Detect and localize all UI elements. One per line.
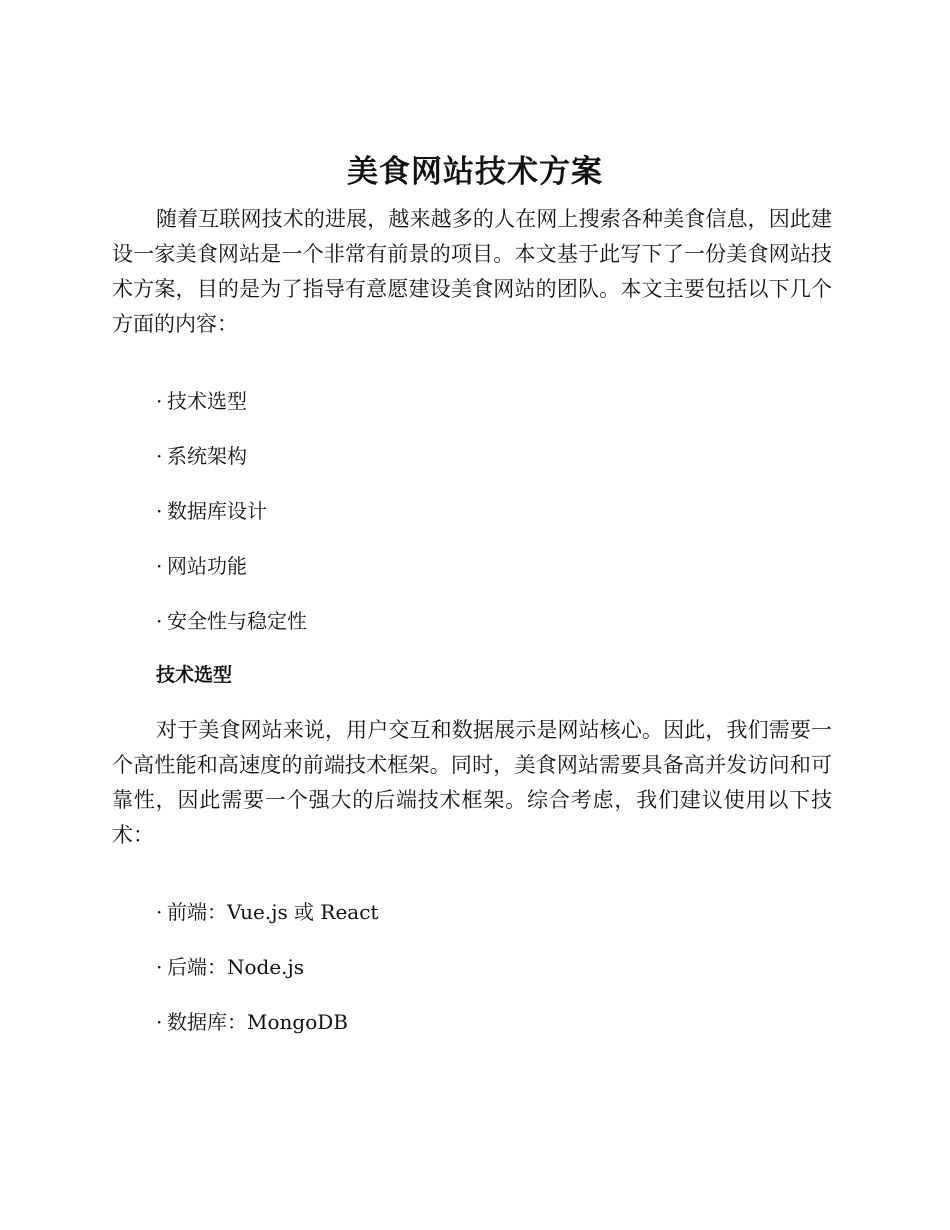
topic-label: 技术选型 [167, 389, 247, 413]
bullet-icon: · [156, 444, 163, 468]
topic-label: 数据库设计 [167, 499, 267, 523]
list-item [156, 494, 307, 549]
topic-label: 系统架构 [167, 444, 247, 468]
list-item [156, 950, 378, 1005]
bullet-icon: · [156, 955, 163, 979]
list-item [156, 895, 378, 950]
bullet-icon: · [156, 499, 163, 523]
tech-label: 后端：Node.js [167, 955, 305, 979]
intro-paragraph: 随着互联网技术的进展，越来越多的人在网上搜索各种美食信息，因此建设一家美食网站是一个非常有前景的项目。本文基于此写下了一份美食网站技术方案，目的是为了指导有意愿建设美食网站的团队。本文主要包括以下几个方面的内容： [112, 207, 832, 336]
bullet-icon: · [156, 554, 163, 578]
list-item [156, 384, 307, 439]
section-heading: 技术选型 [156, 664, 233, 686]
list-item [156, 1005, 378, 1060]
bullet-icon: · [156, 900, 163, 924]
bullet-icon: · [156, 1010, 163, 1034]
list-item [156, 439, 307, 494]
list-item [156, 549, 307, 604]
bullet-icon: · [156, 389, 163, 413]
tech-list [156, 895, 378, 1060]
topic-label: 网站功能 [167, 554, 247, 578]
bullet-icon: · [156, 609, 163, 633]
list-item [156, 604, 307, 659]
tech-label: 数据库：MongoDB [167, 1010, 348, 1034]
tech-label: 前端：Vue.js 或 React [167, 900, 379, 924]
topic-label: 安全性与稳定性 [167, 609, 307, 633]
section-paragraph: 对于美食网站来说，用户交互和数据展示是网站核心。因此，我们需要一个高性能和高速度的前端技术框架。同时，美食网站需要具备高并发访问和可靠性，因此需要一个强大的后端技术框架。综合考虑，我们建议使用以下技术： [112, 718, 832, 847]
document-title: 美食网站技术方案 [347, 154, 603, 190]
topic-list [156, 384, 307, 659]
